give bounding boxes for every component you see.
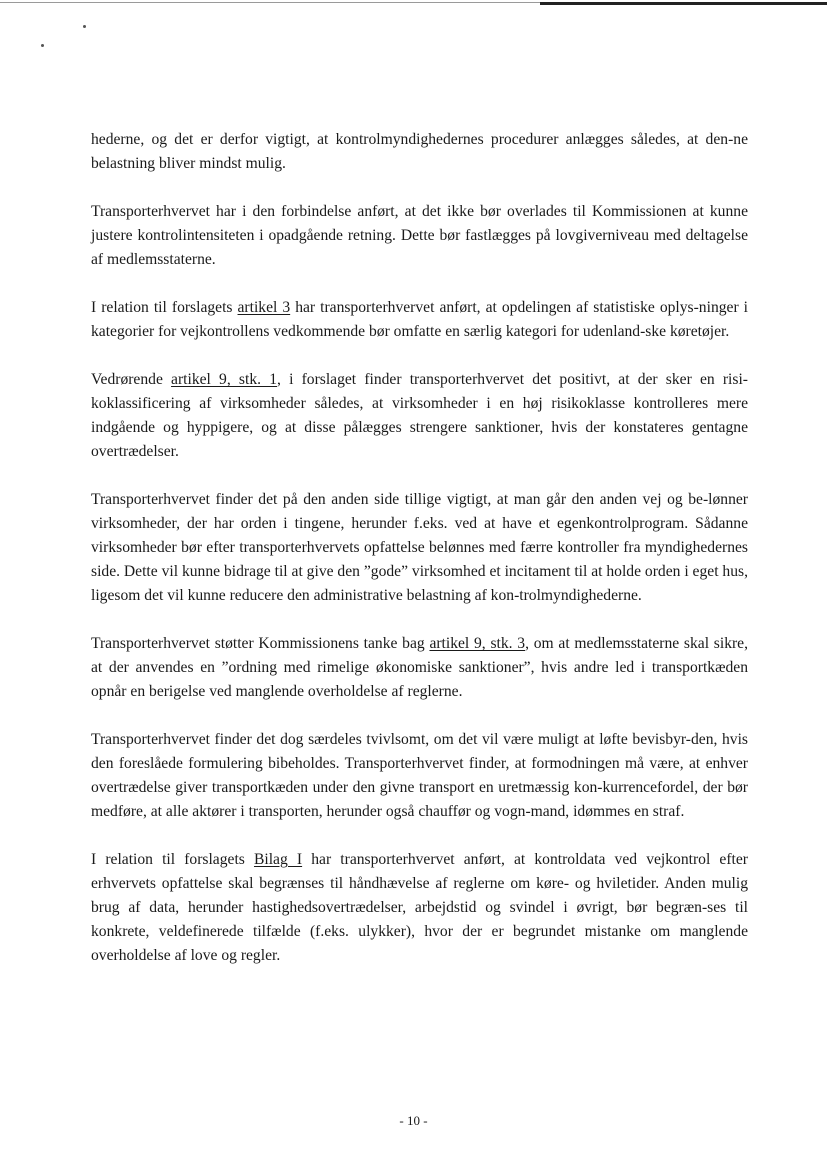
paragraph-text: I relation til forslagets xyxy=(91,851,254,868)
body-paragraph xyxy=(91,368,748,464)
document-body xyxy=(91,128,748,992)
body-paragraph xyxy=(91,728,748,824)
paragraph-text: Transporterhvervet finder det dog særdeles tvivlsomt, om det vil være muligt at løfte bevisbyr-den, hvis den foreslåede formulering bibeholdes. Transporterhvervet finder, at formodningen må være, at enhver overtrædelse giver transportkæden under den givne transport en uretmæssig kon-kurrencefordel, der bør medføre, at alle aktører i transporten, herunder også chauffør og vogn-mand, idømmes en straf. xyxy=(91,731,748,820)
article-reference: Bilag I xyxy=(253,851,303,868)
page-number: - 10 - xyxy=(399,1113,428,1128)
paragraph-text: Transporterhvervet støtter Kommissionens tanke bag xyxy=(91,635,430,652)
scan-speck xyxy=(41,44,44,47)
body-paragraph xyxy=(91,128,748,176)
article-reference: artikel 3 xyxy=(237,299,291,316)
paragraph-text: , i forslaget finder transporterhvervet det positivt, at der sker en risi-koklassificering af virksomheder således, at virksomheder i en høj risikoklasse kontrolleres mere indgående og hyppigere, og at disse pålægges strengere sanktioner, hvis der konstateres gentagne overtrædelser. xyxy=(91,371,748,460)
paragraph-text: har transporterhvervet anført, at kontroldata ved vejkontrol efter erhvervets opfattelse skal begrænses til håndhævelse af reglerne om køre- og hviletider. Anden mulig brug af data, herunder hastighedsovertrædelser, arbejdstid og svindel i øvrigt, bør begræn-ses til konkrete, veldefinerede tilfælde (f.eks. ulykker), hvor der er begrundet mistanke om manglende overholdelse af love og regler. xyxy=(91,851,748,964)
paragraph-text: Transporterhvervet finder det på den anden side tillige vigtigt, at man går den anden vej og be-lønner virksomheder, der har orden i tingene, herunder f.eks. ved at have et egenkontrolprogram. Sådanne virksomheder bør efter transporterhvervets opfattelse belønnes med færre kontroller fra myndighedernes side. Dette vil kunne bidrage til at give den ”gode” virksomhed et incitament til at holde orden i eget hus, ligesom det vil kunne reducere den administrative belastning af kon-trolmyndighederne. xyxy=(91,491,748,604)
body-paragraph xyxy=(91,632,748,704)
body-paragraph xyxy=(91,200,748,272)
paragraph-text: hederne, og det er derfor vigtigt, at kontrolmyndighedernes procedurer anlægges således, at den-ne belastning bliver mindst mulig. xyxy=(91,131,748,172)
paragraph-text: , om at medlemsstaterne skal sikre, at der anvendes en ”ordning med rimelige økonomiske sanktioner”, hvis andre led i transportkæden opnår en berigelse ved manglende overholdelse af reglerne. xyxy=(91,635,749,700)
scan-edge xyxy=(0,0,827,8)
article-reference: artikel 9, stk. 3 xyxy=(429,635,526,652)
paragraph-text: Vedrørende xyxy=(91,371,172,388)
body-paragraph xyxy=(91,848,748,968)
article-reference: artikel 9, stk. 1 xyxy=(171,371,277,388)
paragraph-text: I relation til forslagets xyxy=(91,299,238,316)
scan-speck xyxy=(83,25,86,28)
body-paragraph xyxy=(91,296,748,344)
paragraph-text: Transporterhvervet har i den forbindelse anført, at det ikke bør overlades til Kommissionen at kunne justere kontrolintensiteten i opadgående retning. Dette bør fastlægges på lovgiverniveau med deltagelse af medlemsstaterne. xyxy=(91,203,748,268)
body-paragraph xyxy=(91,488,748,608)
paragraph-text: har transporterhvervet anført, at opdelingen af statistiske oplys-ninger i kategorier for vejkontrollens vedkommende bør omfatte en særlig kategori for udenland-ske køretøjer. xyxy=(91,299,748,340)
